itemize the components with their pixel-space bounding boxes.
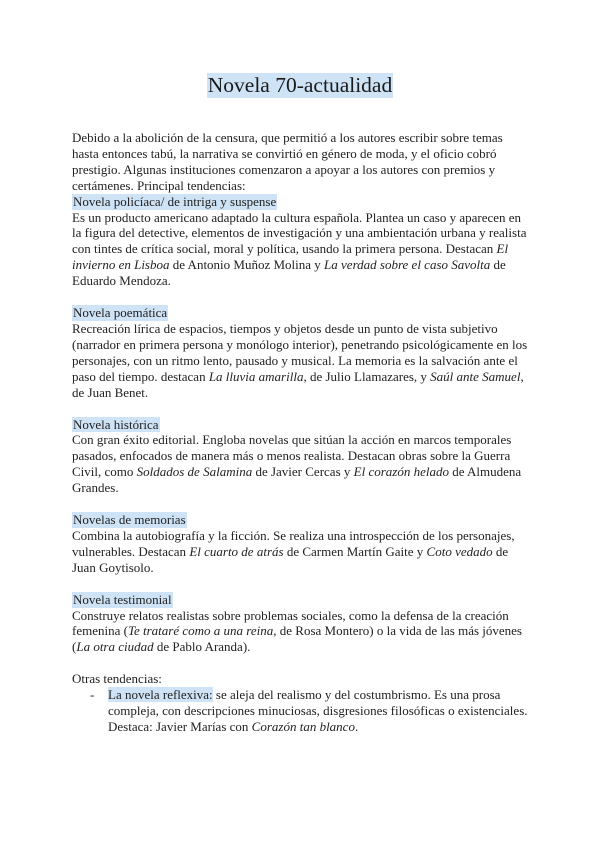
section (72, 305, 532, 400)
other-tendencies (72, 671, 532, 735)
text-run: Construye relatos realistas sobre problemas sociales, como la defensa de la creación femenina ( (72, 607, 509, 639)
sections-container (72, 194, 532, 656)
work-title: El corazón helado (353, 464, 449, 480)
text-run: de Javier Cercas y (252, 464, 354, 480)
text-run: . (354, 719, 359, 734)
text-run: se aleja del realismo y del costumbrismo. Es una prosa compleja, con descripciones minuciosas, disgresiones filosóficas o existenciales. Destaca: Javier Marías con (108, 687, 528, 734)
section-body (72, 432, 532, 496)
bullet-dash: - (90, 687, 95, 703)
text-run: de Pablo Aranda). (153, 639, 251, 655)
work-title: Coto vedado (426, 543, 493, 559)
text-run: , de Rosa Montero) o la vida de las más jóvenes ( (72, 623, 522, 655)
work-title: La otra ciudad (76, 639, 154, 655)
section (72, 194, 532, 289)
title-wrapper (0, 73, 600, 98)
item-label: La novela reflexiva: (108, 687, 213, 703)
text-run: de Eduardo Mendoza. (72, 257, 506, 289)
work-title: Te trataré como a una reina (127, 623, 274, 639)
text-run: , de Julio Llamazares, y (303, 368, 431, 384)
other-tendencies-list (72, 687, 532, 735)
text-run: de Carmen Martín Gaite y (283, 543, 427, 559)
intro-paragraph: Debido a la abolición de la censura, que permitió a los autores escribir sobre temas hasta entonces tabú, la narrativa se convirtió en género de moda, y el oficio cobró prestigio. Algunas instituciones comenzaron a apoyar a los autores con premios y certámenes. Principal tendencias: (72, 130, 503, 193)
work-title: El cuarto de atrás (189, 543, 284, 559)
text-run: Con gran éxito editorial. Engloba novelas que sitúan la acción en marcos temporales pasados, enfocados de manera más o menos realista. Destacan obras sobre la Guerra Civil, como (72, 432, 512, 480)
text-run: de Juan Goytisolo. (72, 543, 509, 575)
work-title: Soldados de Salamina (136, 464, 253, 480)
work-title: Saúl ante Samuel (430, 368, 521, 384)
section-heading: Novela histórica (73, 416, 159, 432)
text-run: Es un producto americano adaptado la cultura española. Plantea un caso y aparecen en la figura del detective, elementos de investigación y una ambientación urbana y realista con tintes de crítica social, moral y política, usando la primera persona. Destacan (72, 209, 527, 257)
section-body (72, 608, 532, 656)
section-heading: Novela policíaca/ de intriga y suspense (73, 193, 277, 209)
work-title: La lluvia amarilla (208, 368, 304, 384)
text-run: Recreación lírica de espacios, tiempos y objetos desde un punto de vista subjetivo (narrador en primera persona y monólogo interior), penetrando psicológicamente en los personajes, con un ritmo lento, pausado y musical. La memoria es la salvación ante el paso del tiempo. destacan (72, 320, 528, 384)
list-item (72, 687, 532, 735)
section (72, 512, 532, 576)
text-run: de Antonio Muñoz Molina y (169, 257, 325, 273)
section-heading: Novelas de memorias (73, 512, 186, 528)
text-run: Combina la autobiografía y la ficción. Se realiza una introspección de los personajes, vulnerables. Destacan (72, 527, 515, 559)
document-body (72, 130, 532, 735)
work-title: Corazón tan blanco (251, 719, 355, 734)
section-body (72, 528, 532, 576)
work-title: La verdad sobre el caso Savolta (324, 257, 491, 273)
work-title: El invierno en Lisboa (72, 241, 509, 273)
section (72, 592, 532, 656)
other-tendencies-label: Otras tendencias: (72, 671, 162, 687)
section-heading: Novela testimonial (73, 591, 172, 607)
section (72, 417, 532, 497)
section-body (72, 210, 532, 290)
text-run: de Almudena Grandes. (72, 464, 522, 496)
text-run: , de Juan Benet. (72, 368, 524, 400)
page-title: Novela 70-actualidad (207, 73, 393, 97)
section-heading: Novela poemática (73, 305, 168, 321)
section-body (72, 321, 532, 401)
